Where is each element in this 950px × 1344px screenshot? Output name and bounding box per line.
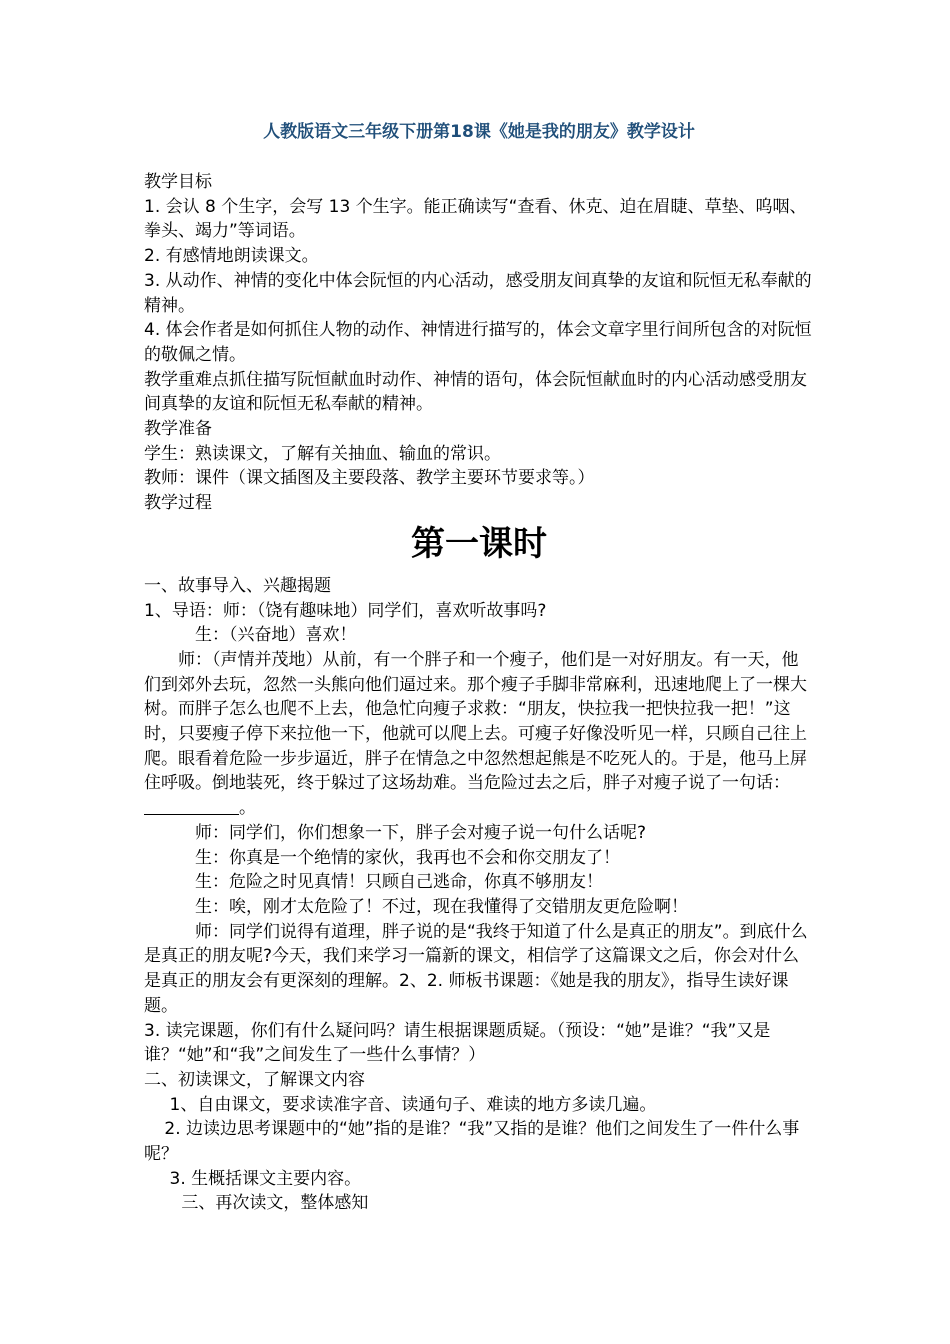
section-2-line-2: 2. 边读边思考课题中的“她”指的是谁？“我”又指的是谁？他们之间发生了一件什么事呢？ bbox=[144, 1119, 800, 1165]
section-1-line-6: 生：危险之时见真情！只顾自己逃命，你真不够朋友！ bbox=[195, 872, 603, 893]
goal-2: 2. 有感情地朗读课文。 bbox=[144, 246, 319, 267]
prep-heading: 教学准备 bbox=[144, 419, 212, 440]
document-page bbox=[144, 120, 814, 1216]
goal-4: 4. 体会作者是如何抓住人物的动作、神情进行描写的，体会文章字里行间所包含的对阮恒的敬佩之情。 bbox=[144, 320, 812, 365]
section-2-heading: 二、初读课文，了解课文内容 bbox=[144, 1069, 365, 1090]
prep-teacher: 教师：课件（课文插图及主要段落、教学主要环节要求等。） bbox=[144, 468, 595, 489]
lesson-heading: 第一课时 bbox=[411, 523, 547, 564]
section-3-heading: 三、再次读文，整体感知 bbox=[181, 1193, 369, 1214]
section-1-heading: 一、故事导入、兴趣揭题 bbox=[144, 575, 331, 596]
answer-blank bbox=[144, 798, 239, 815]
section-2-line-1: 1、自由课文，要求读准字音、读通句子、难读的地方多读几遍。 bbox=[169, 1094, 657, 1115]
story-text: 师：（声情并茂地）从前，有一个胖子和一个瘦子，他们是一对好朋友。有一天，他们到郊外去玩，忽然一头熊向他们逼过来。那个瘦子手脚非常麻利，迅速地爬上了一棵大树。而胖子怎么也爬不上去，他急忙向瘦子求救：“朋友，快拉我一把快拉我一把！”这时，只要瘦子停下来拉他一下，他就可以爬上去。可瘦子好像没听见一样，只顾自己往上爬。眼看着危险一步步逼近，胖子在情急之中忽然想起熊是不吃死人的。于是，他马上屏住呼吸。倒地装死，终于躲过了这场劫难。当危险过去之后，胖子对瘦子说了一句话： bbox=[144, 649, 807, 794]
section-1-line-8: 师：同学们说得有道理，胖子说的是“我终于知道了什么是真正的朋友”。到底什么是真正的朋友呢?今天，我们来学习一篇新的课文，相信学了这篇课文之后，你会对什么是真正的朋友会有更深刻的理解。2、2. 师板书课题：《她是我的朋友》，指导生读好课题。 bbox=[144, 921, 808, 1016]
goals-heading: 教学目标 bbox=[144, 172, 212, 192]
section-2-line-3: 3. 生概括课文主要内容。 bbox=[169, 1168, 362, 1189]
prep-student: 学生：熟读课文，了解有关抽血、输血的常识。 bbox=[144, 443, 501, 464]
key-points: 教学重难点抓住描写阮恒献血时动作、神情的语句，体会阮恒献血时的内心活动感受朋友间真挚的友谊和阮恒无私奉献的精神。 bbox=[144, 369, 807, 415]
story-end: 。 bbox=[239, 798, 256, 819]
section-1-line-2: 生：（兴奋地）喜欢！ bbox=[195, 625, 357, 646]
section-1-line-4: 师：同学们，你们想象一下，胖子会对瘦子说一句什么话呢? bbox=[195, 822, 647, 843]
section-1-line-9: 3. 读完课题，你们有什么疑问吗？请生根据课题质疑。（预设：“她”是谁？“我”又是谁？“她”和“我”之间发生了一些什么事情？） bbox=[144, 1020, 771, 1066]
section-1-story bbox=[144, 648, 814, 821]
section-1-line-5: 生：你真是一个绝情的家伙，我再也不会和你交朋友了！ bbox=[195, 847, 620, 868]
section-1-line-1: 1、导语：师：（饶有趣味地）同学们，喜欢听故事吗? bbox=[144, 600, 547, 621]
goal-1: 1. 会认 8 个生字，会写 13 个生字。能正确读写“查看、休克、迫在眉睫、草垫、呜咽、拳头、竭力”等词语。 bbox=[144, 196, 807, 242]
process-heading: 教学过程 bbox=[144, 493, 212, 514]
section-1-line-7: 生：唉，刚才太危险了！不过，现在我懂得了交错朋友更危险啊！ bbox=[195, 896, 688, 917]
document-title: 人教版语文三年级下册第18课《她是我的朋友》教学设计 bbox=[263, 122, 695, 142]
goal-3: 3. 从动作、神情的变化中体会阮恒的内心活动，感受朋友间真挚的友谊和阮恒无私奉献的精神。 bbox=[144, 270, 812, 316]
